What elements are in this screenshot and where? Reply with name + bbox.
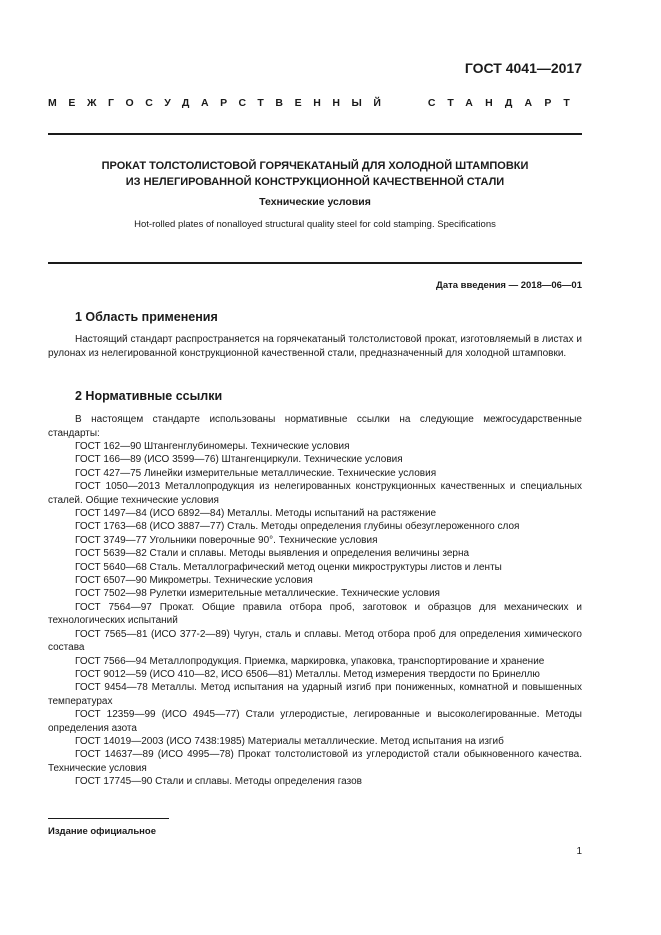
reference-item: ГОСТ 1763—68 (ИСО 3887—77) Сталь. Методы определения глубины обезуглероженного слоя xyxy=(75,521,520,533)
reference-item: ГОСТ 5640—68 Сталь. Металлографический метод оценки микроструктуры листов и ленты xyxy=(75,561,502,573)
introduction-date: Дата введения — 2018—06—01 xyxy=(436,280,582,291)
section-2-intro xyxy=(48,413,582,440)
section-1-body xyxy=(48,333,582,360)
reference-item: ГОСТ 14019—2003 (ИСО 7438:1985) Материалы металлические. Метод испытания на изгиб xyxy=(75,735,504,747)
reference-item: ГОСТ 17745—90 Стали и сплавы. Методы определения газов xyxy=(75,776,362,788)
reference-item: ГОСТ 162—90 Штангенглубиномеры. Технические условия xyxy=(75,441,350,452)
official-edition-label: Издание официальное xyxy=(48,826,156,837)
document-title xyxy=(48,158,582,190)
title-divider xyxy=(48,262,582,264)
reference-item: ГОСТ 427—75 Линейки измерительные металлические. Технические условия xyxy=(75,467,437,479)
reference-item: ГОСТ 7565—81 (ИСО 377-2—89) Чугун, сталь и сплавы. Метод отбора проб для определения химического состава xyxy=(48,628,582,654)
title-line-1: ПРОКАТ ТОЛСТОЛИСТОВОЙ ГОРЯЧЕКАТАНЫЙ ДЛЯ ХОЛОДНОЙ ШТАМПОВКИ xyxy=(101,160,529,172)
normative-references-list xyxy=(48,440,582,789)
reference-item: ГОСТ 7502—98 Рулетки измерительные металлические. Технические условия xyxy=(75,588,440,600)
reference-item: ГОСТ 12359—99 (ИСО 4945—77) Стали углеродистые, легированные и высоколегированные. Методы определения азота xyxy=(48,709,582,734)
reference-item: ГОСТ 1050—2013 Металлопродукция из нелегированных конструкционных качественных и специальных сталей. Общие технические условия xyxy=(48,481,582,506)
english-title: Hot-rolled plates of nonalloyed structural quality steel for cold stamping. Specifications xyxy=(134,219,496,230)
reference-item: ГОСТ 166—89 (ИСО 3599—76) Штангенциркули. Технические условия xyxy=(75,454,403,466)
reference-item: ГОСТ 7564—97 Прокат. Общие правила отбора проб, заготовок и образцов для механических и технологических испытаний xyxy=(48,601,582,627)
reference-item: ГОСТ 7566—94 Металлопродукция. Приемка, маркировка, упаковка, транспортирование и хранение xyxy=(75,655,545,667)
standard-number: ГОСТ 4041—2017 xyxy=(464,60,582,76)
header-divider xyxy=(48,133,582,135)
banner-word-standard: СТАНДАРТ xyxy=(427,97,582,109)
reference-item: ГОСТ 6507—90 Микрометры. Технические условия xyxy=(75,575,313,587)
section-2-heading: 2 Нормативные ссылки xyxy=(75,389,223,403)
reference-item: ГОСТ 14637—89 (ИСО 4995—78) Прокат толстолистовой из углеродистой стали обыкновенного качества. Технические условия xyxy=(48,749,582,774)
reference-item: ГОСТ 1497—84 (ИСО 6892—84) Металлы. Методы испытаний на растяжение xyxy=(75,508,437,520)
reference-item: ГОСТ 5639—82 Стали и сплавы. Методы выявления и определения величины зерна xyxy=(75,548,470,560)
banner-word-interstate: МЕЖГОСУДАРСТВЕННЫЙ xyxy=(48,97,393,109)
interstate-standard-banner xyxy=(48,97,582,109)
title-line-2: ИЗ НЕЛЕГИРОВАННОЙ КОНСТРУКЦИОННОЙ КАЧЕСТВЕННОЙ СТАЛИ xyxy=(125,176,505,188)
page-number: 1 xyxy=(576,846,582,857)
reference-item: ГОСТ 9012—59 (ИСО 410—82, ИСО 6506—81) Металлы. Метод измерения твердости по Бринеллю xyxy=(75,668,540,680)
document-subtitle: Технические условия xyxy=(259,196,371,208)
footer-divider xyxy=(48,818,169,819)
reference-item: ГОСТ 9454—78 Металлы. Метод испытания на ударный изгиб при пониженных, комнатной и повышенных температурах xyxy=(48,682,582,707)
reference-item: ГОСТ 3749—77 Угольники поверочные 90°. Технические условия xyxy=(75,534,378,546)
section-1-paragraph: Настоящий стандарт распространяется на горячекатаный толстолистовой прокат, изготовляемый в листах и рулонах из нелегированной конструкционной качественной стали, предназначенный для холодной штамповки. xyxy=(48,334,582,359)
section-1-heading: 1 Область применения xyxy=(75,310,218,324)
section-2-intro-paragraph: В настоящем стандарте использованы нормативные ссылки на следующие межгосударственные стандарты: xyxy=(48,414,582,439)
